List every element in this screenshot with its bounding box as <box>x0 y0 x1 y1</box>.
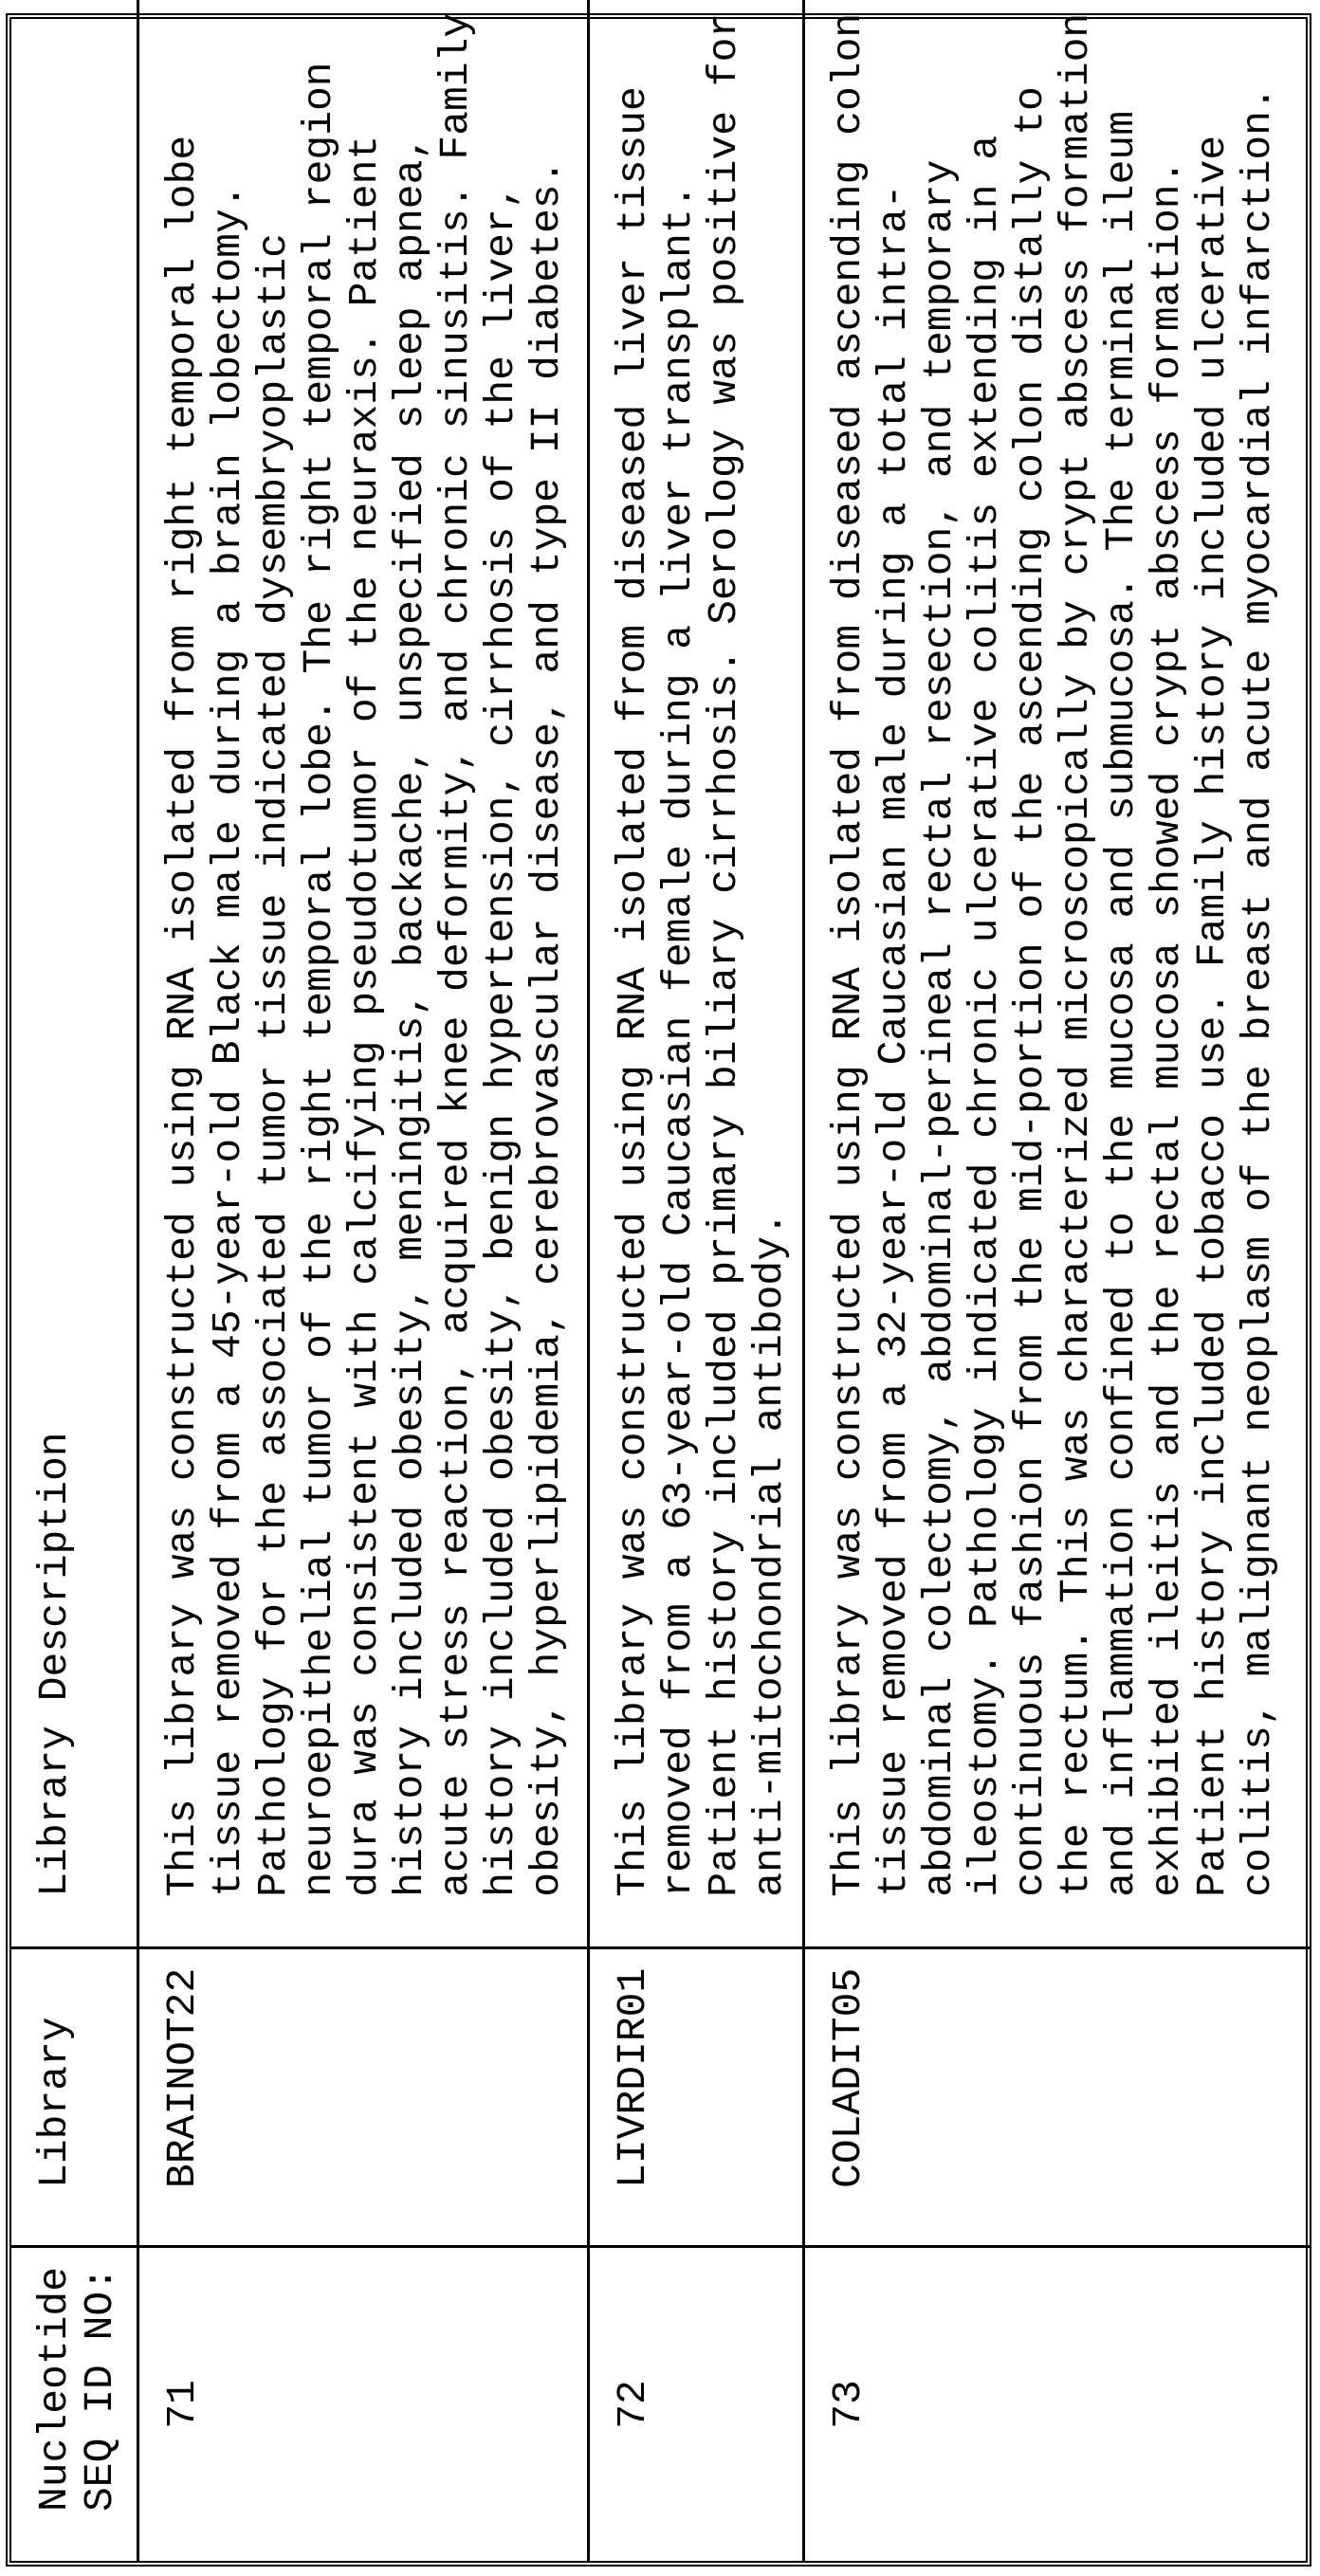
description-line: colitis, malignant neoplasm of the breast and acute myocardial infarction. <box>1236 13 1281 1897</box>
description-line: history included obesity, benign hypertension, cirrhosis of the liver, <box>479 13 524 1897</box>
description-line: Patient history included tobacco use. Family history included ulcerative <box>1190 13 1236 1897</box>
description-cell <box>589 0 804 1947</box>
library-table <box>11 0 1311 2561</box>
header-seq-id <box>11 2246 138 2561</box>
header-row <box>11 0 138 2561</box>
table-frame <box>6 13 1311 2567</box>
description-line: dura was consistent with calcifying pseudotumor of the neuraxis. Patient <box>342 13 388 1897</box>
description-line: tissue removed from a 32-year-old Caucasian male during a total intra- <box>871 13 917 1897</box>
description-line: This library was constructed using RNA isolated from diseased ascending colon <box>826 13 871 1897</box>
library-cell: COLADIT05 <box>804 1947 1311 2246</box>
table-row <box>804 0 1311 2561</box>
header-seq-line1: Nucleotide <box>32 2267 78 2512</box>
library-cell: BRAINOT22 <box>138 1947 589 2246</box>
description-line: exhibited ileitis and the rectal mucosa showed crypt abscess formation. <box>1145 13 1190 1897</box>
description-line: history included obesity, meningitis, backache, unspecified sleep apnea, <box>388 13 433 1897</box>
description-line: the rectum. This was characterized microscopically by crypt abscess formation <box>1054 13 1099 1897</box>
description-line: acute stress reaction, acquired knee deformity, and chronic sinusitis. Family <box>433 13 479 1897</box>
description-line: removed from a 63-year-old Caucasian female during a liver transplant. <box>656 13 702 1897</box>
description-line: Pathology for the associated tumor tissue indicated dysembryoplastic <box>251 13 297 1897</box>
description-line: and inflammation confined to the mucosa and submucosa. The terminal ileum <box>1099 13 1145 1897</box>
description-line: tissue removed from a 45-year-old Black male during a brain lobectomy. <box>206 13 251 1897</box>
seq-id-cell: 71 <box>138 2246 589 2561</box>
description-cell <box>804 0 1311 1947</box>
header-seq-line2: SEQ ID NO: <box>78 2267 123 2512</box>
description-line: abdominal colectomy, abdominal-perineal rectal resection, and temporary <box>917 13 962 1897</box>
description-line: This library was constructed using RNA isolated from diseased liver tissue <box>611 13 656 1897</box>
description-cell <box>138 0 589 1947</box>
description-line: neuroepithelial tumor of the right temporal lobe. The right temporal region <box>297 13 342 1897</box>
table-row <box>589 0 804 2561</box>
description-line: continuous fashion from the mid-portion of the ascending colon distally to <box>1008 13 1054 1897</box>
rotated-page <box>0 0 1320 2576</box>
header-description: Library Description <box>11 0 138 1947</box>
description-line: obesity, hyperlipidemia, cerebrovascular disease, and type II diabetes. <box>524 13 570 1897</box>
description-line: ileostomy. Pathology indicated chronic ulcerative colitis extending in a <box>962 13 1008 1897</box>
header-library: Library <box>11 1947 138 2246</box>
table-row <box>138 0 589 2561</box>
description-line: This library was constructed using RNA isolated from right temporal lobe <box>160 13 206 1897</box>
description-line: Patient history included primary biliary cirrhosis. Serology was positive for <box>702 13 747 1897</box>
description-line: anti-mitochondrial antibody. <box>747 13 793 1897</box>
seq-id-cell: 72 <box>589 2246 804 2561</box>
library-cell: LIVRDIR01 <box>589 1947 804 2246</box>
seq-id-cell: 73 <box>804 2246 1311 2561</box>
